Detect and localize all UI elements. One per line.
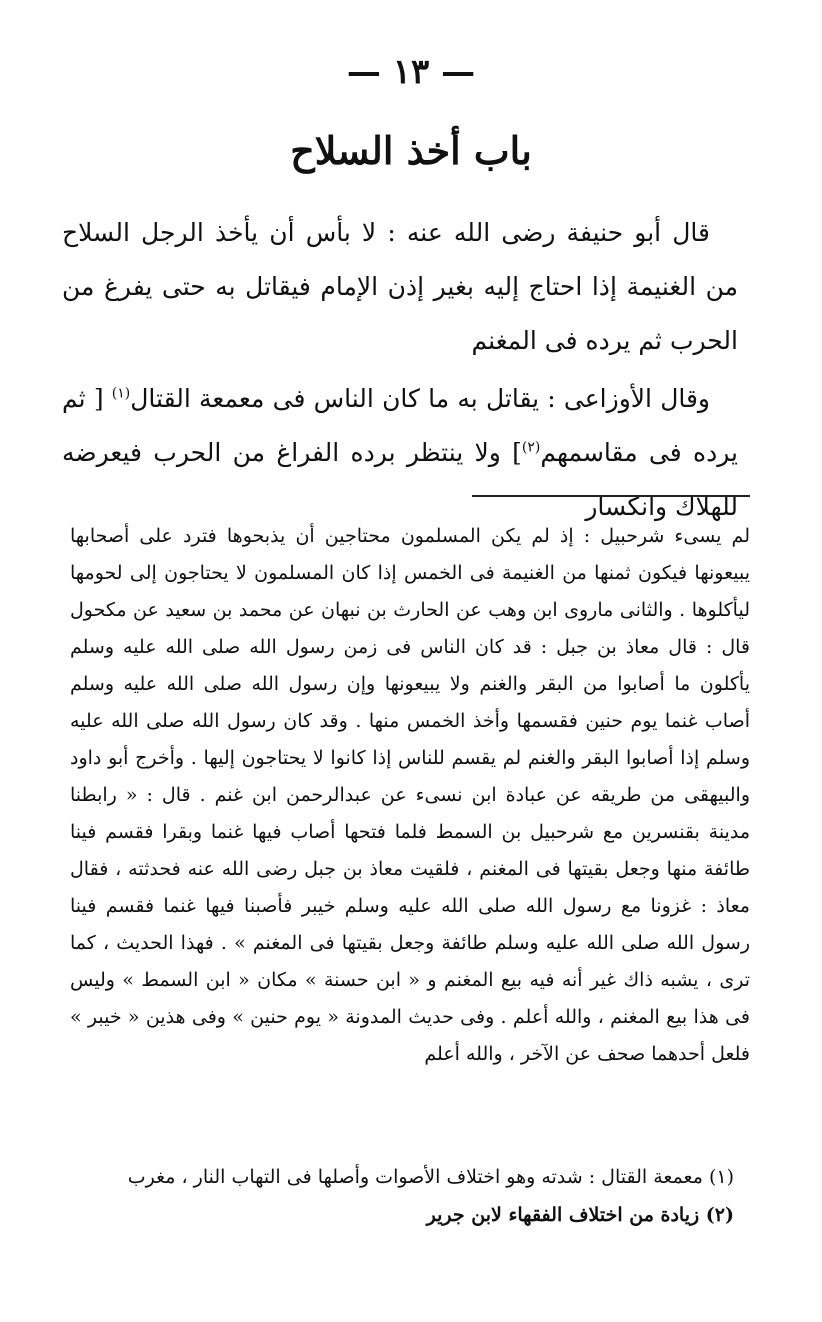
notes-text [70, 518, 750, 1073]
footnote-ref-1: (١) [111, 385, 131, 402]
main-text [62, 206, 738, 534]
notes-paragraph: لم يسىء شرحبيل : إذ لم يكن المسلمون محتاجين أن يذبحوها فترد على أصحابها يبيعونها فيكون ثمنها من الغنيمة فى الخمس إذا كان المسلمون لا يحتاجون إلى لحومها ليأكلوها . والثانى ماروى ابن وهب عن الحارث بن نبهان عن محمد بن سعيد عن مكحول قال : قال معاذ بن جبل : قد كان الناس فى زمن رسول الله صلى الله عليه وسلم يأكلون ما أصابوا من البقر والغنم ولا يبيعونها وإن رسول الله صلى الله عليه وسلم أصاب غنما يوم حنين فقسمها وأخذ الخمس منها . وقد كان رسول الله صلى الله عليه وسلم إذا أصابوا البقر والغنم لم يقسم للناس إذا كانوا لا يحتاجون إليها . وأخرج أبو داود والبيهقى من طريقه عن عبادة ابن نسىء عن عبدالرحمن ابن غنم . قال : « رابطنا مدينة بقنسرين مع شرحبيل بن السمط فلما فتحها أصاب فيها غنما وبقرا فقسم فينا طائفة منها وجعل بقيتها فى المغنم ، فلقيت معاذ بن جبل رضى الله عنه فحدثته ، فقال معاذ : غزونا مع رسول الله صلى الله عليه وسلم خيبر فأصبنا فيها غنما فقسم فينا رسول الله صلى الله عليه وسلم طائفة وجعل بقيتها فى المغنم » . فهذا الحديث ، كما ترى ، يشبه ذاك غير أنه فيه بيع المغنم و « ابن حسنة » مكان « ابن السمط » وليس فى هذا بيع المغنم ، والله أعلم . وفى حديث المدونة « يوم حنين » وفى هذين « خيبر » فلعل أحدهما صحف عن الآخر ، والله أعلم [70, 525, 750, 1065]
footnotes [70, 1158, 750, 1234]
main-paragraph-2-part-2: [ ثم يرده فى مقاسمهم [62, 384, 738, 467]
main-paragraph-2-part-1: وقال الأوزاعى : يقاتل به ما كان الناس فى معمعة القتال [130, 384, 710, 413]
page-number: — ١٣ — [346, 52, 476, 92]
footnote-ref-2: (٢) [521, 439, 541, 456]
chapter-title: باب أخذ السلاح [290, 128, 532, 173]
footnote-divider [472, 495, 750, 497]
footnote-1: (١) معمعة القتال : شدته وهو اختلاف الأصوات وأصلها فى التهاب النار ، مغرب [127, 1166, 734, 1188]
main-paragraph-2-part-3: ] ولا ينتظر برده الفراغ من الحرب فيعرضه للهلاك وانكسار [62, 438, 738, 521]
footnote-2: (٢) زيادة من اختلاف الفقهاء لابن جرير [426, 1204, 734, 1226]
main-paragraph-2 [62, 372, 738, 534]
main-paragraph-1: قال أبو حنيفة رضى الله عنه : لا بأس أن يأخذ الرجل السلاح من الغنيمة إذا احتاج إليه بغير إذن الإمام فيقاتل به حتى يفرغ من الحرب ثم يرده فى المغنم [62, 218, 738, 355]
